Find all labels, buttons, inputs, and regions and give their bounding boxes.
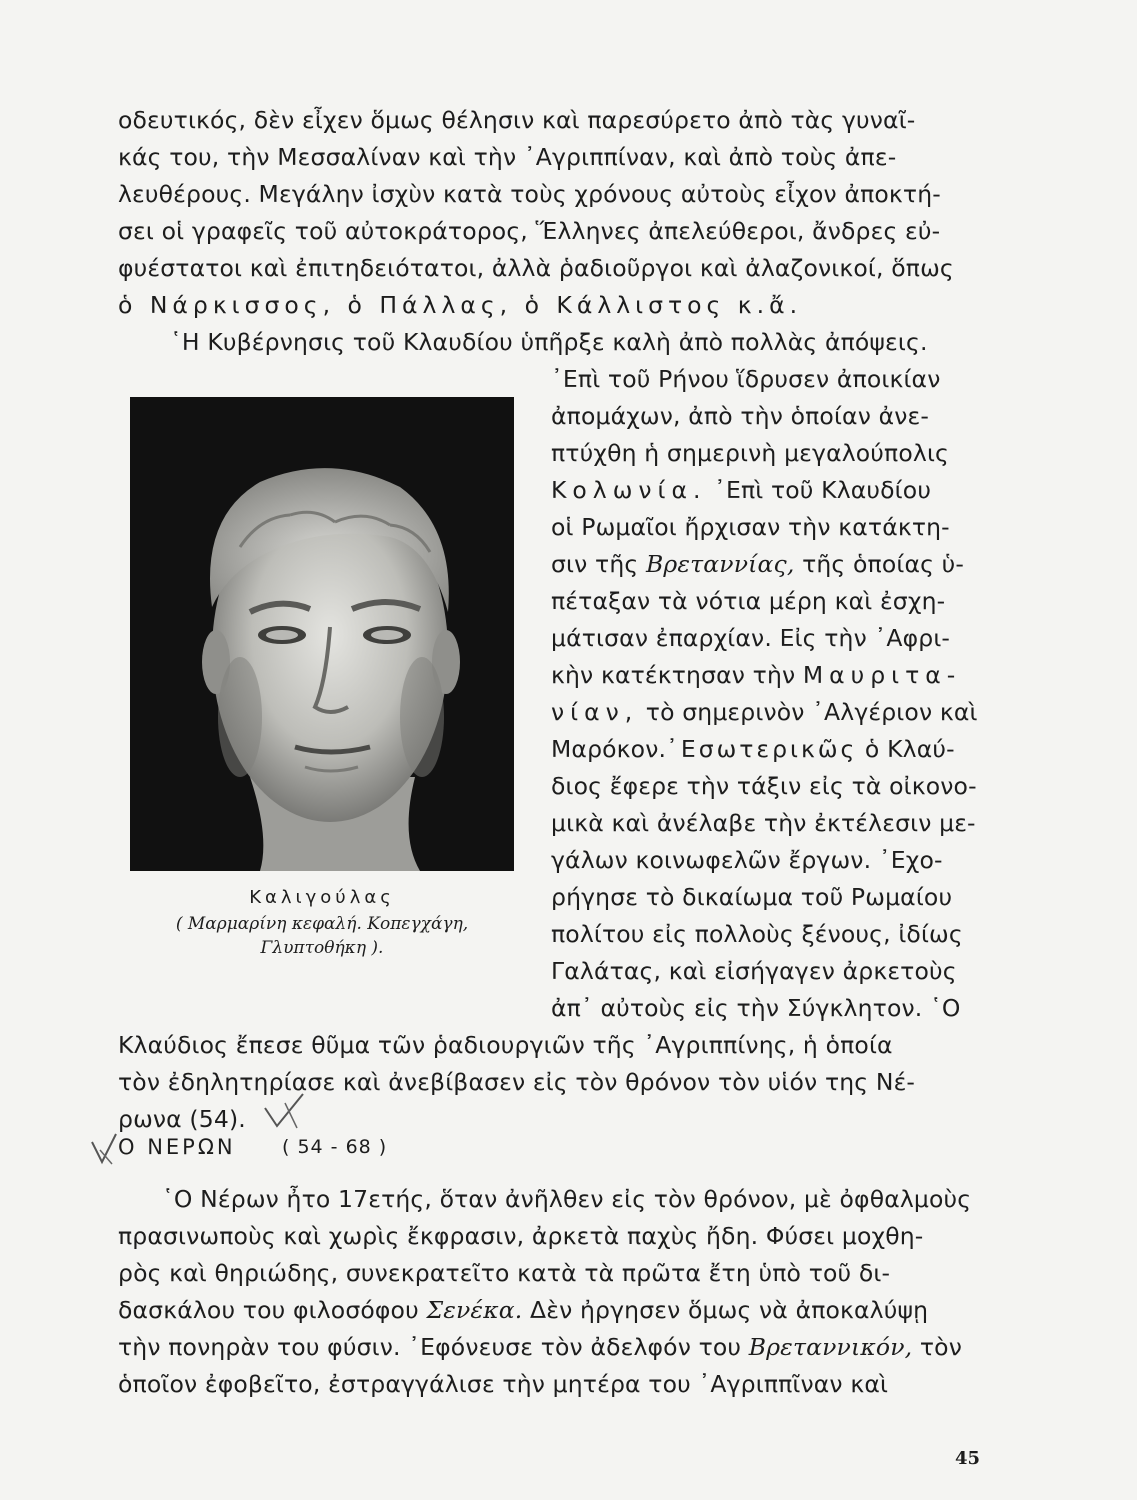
text-span: ὁ Κλαύ- <box>857 735 955 763</box>
text-line: πρασινωποὺς καὶ χωρὶς ἔκφρασιν, ἀρκετὰ παχὺς ἤδη. Φύσει μοχθη- <box>118 1222 924 1250</box>
text-span: ᾿Επὶ τοῦ Κλαυδίου <box>706 476 932 504</box>
text-span: δασκάλου του φιλοσόφου <box>118 1296 427 1324</box>
text-line: ὁποῖον ἐφοβεῖτο, ἐστραγγάλισε τὴν μητέρα του ᾿Αγριππῖναν καὶ <box>118 1370 889 1398</box>
text-span: τὸν <box>912 1333 962 1361</box>
text-line: διος ἔφερε τὴν τάξιν εἰς τὰ οἰκονο- <box>551 772 977 800</box>
text-line: ρήγησε τὸ δικαίωμα τοῦ Ρωμαίου <box>551 883 953 911</box>
text-line: μικὰ καὶ ἀνέλαβε τὴν ἐκτέλεσιν με- <box>551 809 976 837</box>
text-line: ῾Ο Νέρων ἦτο 17ετής, ὅταν ἀνῆλθεν εἰς τὸν θρόνον, μὲ ὀφθαλμοὺς <box>162 1185 972 1213</box>
text-line: κάς του, τὴν Μεσσαλίναν καὶ τὴν ᾿Αγριππίναν, καὶ ἀπὸ τοὺς ἀπε- <box>118 143 897 171</box>
text-line <box>551 696 978 728</box>
text-line <box>551 474 931 506</box>
names-line: ὁ Νάρκισσος, ὁ Πάλλας, ὁ Κάλλιστος κ.ἄ. <box>118 291 803 319</box>
kolonia-spaced: Κολωνία. <box>551 476 707 504</box>
seneka-italic: Σενέκα. <box>426 1296 523 1324</box>
text-line: λευθέρους. Μεγάλην ἰσχὺν κατὰ τοὺς χρόνους αὐτοὺς εἶχον ἀποκτή- <box>118 180 941 208</box>
text-span: τῆς ὁποίας ὑ- <box>794 550 965 578</box>
text-line: ρωνα (54). <box>118 1105 246 1133</box>
caption-line: ( Μαρμαρίνη κεφαλή. Κοπεγχάγη, <box>175 914 469 934</box>
caption-line: Γλυπτοθήκη ). <box>260 938 384 958</box>
nia-spaced: νίαν, <box>551 698 639 726</box>
esoterikos-spaced: ᾿Εσωτερικῶς <box>666 735 858 763</box>
text-line: σει οἱ γραφεῖς τοῦ αὐτοκράτορος, Ἕλληνες ἀπελεύθεροι, ἄνδρες εὐ- <box>118 217 941 245</box>
text-line: ἀπ᾿ αὐτοὺς εἰς τὴν Σύγκλητον. ῾Ο <box>551 994 961 1022</box>
text-line <box>551 733 955 765</box>
text-line: ᾿Επὶ τοῦ Ρήνου ἵδρυσεν ἀποικίαν <box>551 365 941 393</box>
text-line <box>551 548 964 580</box>
section-years: ( 54 - 68 ) <box>282 1136 388 1158</box>
text-line <box>551 659 961 691</box>
text-line: τὸν ἐδηλητηρίασε καὶ ἀνεβίβασεν εἰς τὸν θρόνον τὸν υἱόν της Νέ- <box>118 1068 916 1096</box>
text-span: Μαρόκον. <box>551 735 667 763</box>
text-line: Γαλάτας, καὶ εἰσήγαγεν ἀρκετοὺς <box>551 957 957 985</box>
mauritania-spaced: Μαυριτα- <box>802 661 962 689</box>
caligula-bust-photo <box>130 397 514 871</box>
page-number: 45 <box>955 1448 981 1469</box>
text-line <box>118 1294 928 1326</box>
text-line: γάλων κοινωφελῶν ἔργων. ᾿Εχο- <box>551 846 943 874</box>
marble-head-image <box>130 397 514 871</box>
text-span: κὴν κατέκτησαν τὴν <box>551 661 803 689</box>
text-line: ῾Η Κυβέρνησις τοῦ Κλαυδίου ὑπῆρξε καλὴ ἀπὸ πολλὰς ἀπόψεις. <box>170 328 928 356</box>
text-line: οἱ Ρωμαῖοι ἤρχισαν τὴν κατάκτη- <box>551 513 950 541</box>
text-line: πτύχθη ἡ σημερινὴ μεγαλούπολις <box>551 439 949 467</box>
text-line: μάτισαν ἐπαρχίαν. Εἰς τὴν ᾿Αφρι- <box>551 624 951 652</box>
text-span: τὸ σημερινὸν ᾿Αλγέριον καὶ <box>638 698 978 726</box>
text-line: οδευτικός, δὲν εἶχεν ὅμως θέλησιν καὶ παρεσύρετο ἀπὸ τὰς γυναῖ- <box>118 106 916 134</box>
text-span: Δὲν ἠργησεν ὅμως νὰ ἀποκαλύψῃ <box>522 1296 929 1324</box>
section-title: Ο ΝΕΡΩΝ <box>118 1135 236 1159</box>
bretannikon-italic: Βρεταννικόν, <box>748 1333 913 1361</box>
text-line: πολίτου εἰς πολλοὺς ξένους, ἰδίως <box>551 920 963 948</box>
text-line: φυέστατοι καὶ ἐπιτηδειότατοι, ἀλλὰ ῥαδιοῦργοι καὶ ἀλαζονικοί, ὅπως <box>118 254 954 282</box>
text-span: σιν τῆς <box>551 550 646 578</box>
caption-name: Καλιγούλας <box>249 887 395 908</box>
text-line: ρὸς καὶ θηριώδης, συνεκρατεῖτο κατὰ τὰ πρῶτα ἔτη ὑπὸ τοῦ δι- <box>118 1259 891 1287</box>
text-line: πέταξαν τὰ νότια μέρη καὶ ἐσχη- <box>551 587 946 615</box>
text-line: Κλαύδιος ἔπεσε θῦμα τῶν ῥαδιουργιῶν τῆς ᾿Αγριππίνης, ἡ ὁποία <box>118 1031 893 1059</box>
text-span: τὴν πονηρὰν του φύσιν. ᾿Εφόνευσε τὸν ἀδελφόν του <box>118 1333 742 1361</box>
text-line: ἀπομάχων, ἀπὸ τὴν ὁποίαν ἀνε- <box>551 402 929 430</box>
text-line <box>118 1331 962 1363</box>
bretannia-italic: Βρεταννίας, <box>645 550 795 578</box>
